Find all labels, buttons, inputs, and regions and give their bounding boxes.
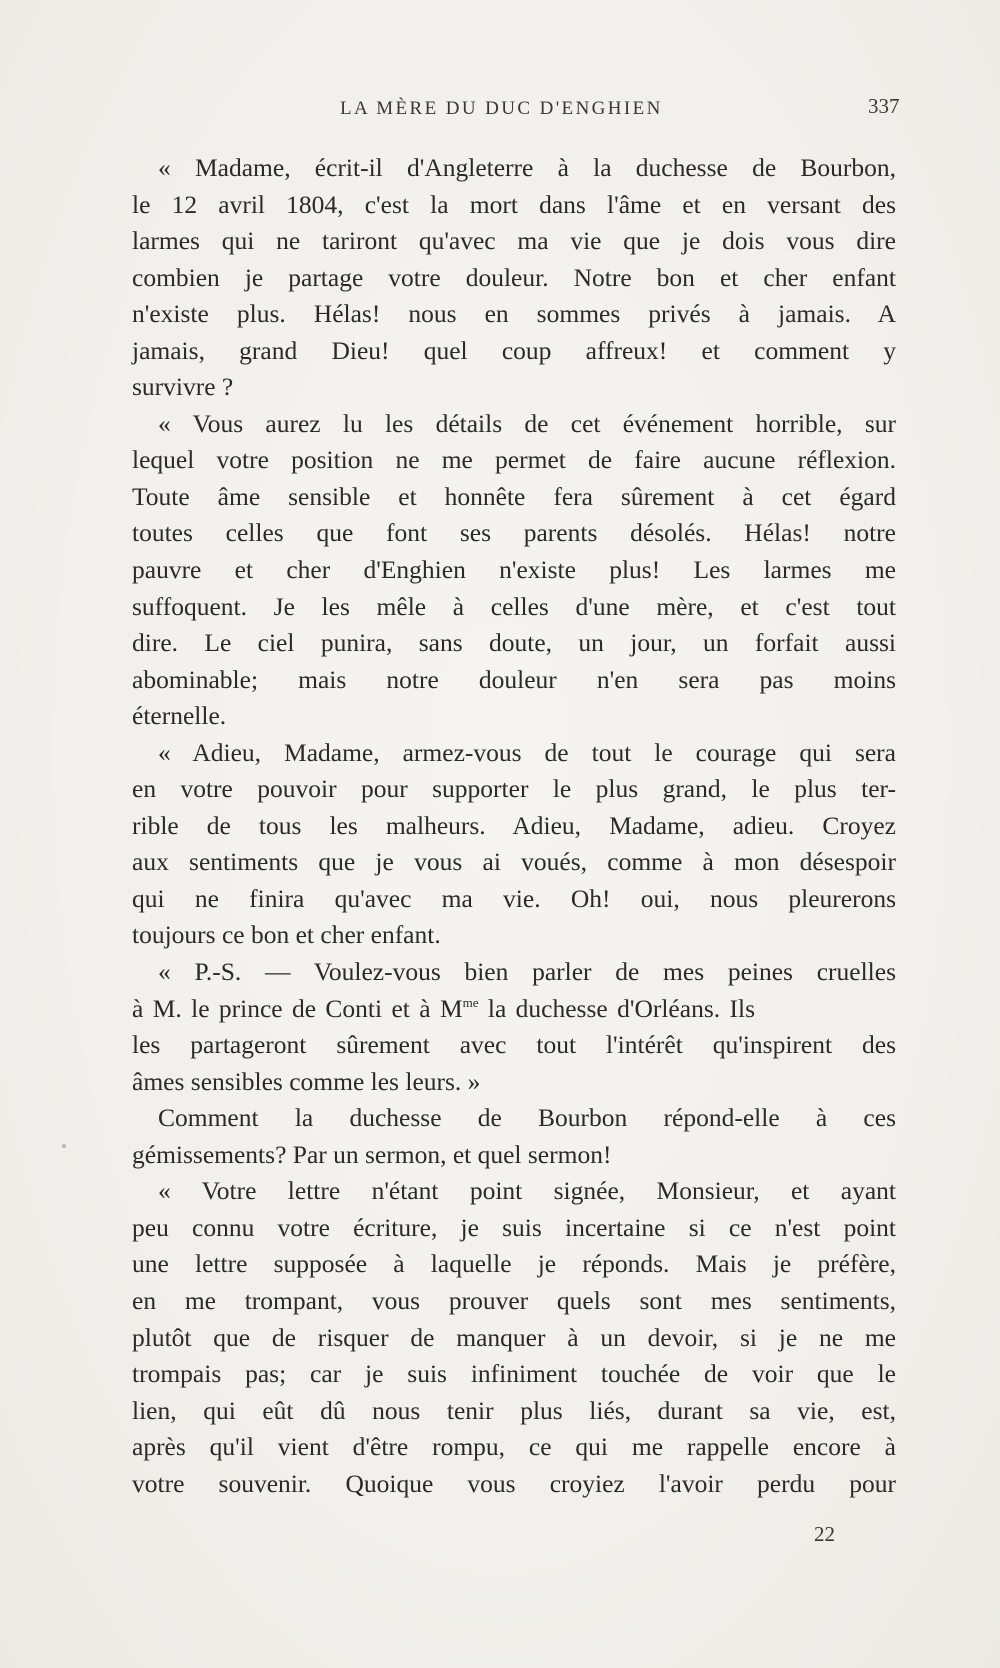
text-line: n'existe plus. Hélas! nous en sommes privés à jamais. A [132,299,896,329]
text-line: lien, qui eût dû nous tenir plus liés, durant sa vie, est, [132,1395,896,1425]
text-line: toujours ce bon et cher enfant. [132,920,441,950]
text-line: rible de tous les malheurs. Adieu, Madame, adieu. Croyez [132,810,896,840]
text-line: toutes celles que font ses parents désolés. Hélas! notre [132,518,896,548]
text-line: après qu'il vient d'être rompu, ce qui me rappelle encore à [132,1432,896,1462]
text-line: aux sentiments que je vous ai voués, comme à mon désespoir [132,847,896,877]
text-line: votre souvenir. Quoique vous croyiez l'avoir perdu pour [132,1468,896,1498]
text-line: une lettre supposée à laquelle je réponds. Mais je préfère, [132,1249,896,1279]
text-line: le 12 avril 1804, c'est la mort dans l'âme et en versant des [132,189,896,219]
text-line: lequel votre position ne me permet de faire aucune réflexion. [132,445,896,475]
text-line: larmes qui ne tariront qu'avec ma vie que je dois vous dire [132,226,896,256]
text-line: pauvre et cher d'Enghien n'existe plus! Les larmes me [132,555,896,585]
body-text [132,150,896,1502]
text-line: « Madame, écrit-il d'Angleterre à la duchesse de Bourbon, [158,153,896,182]
text-line: gémissements? Par un sermon, et quel sermon! [132,1139,612,1169]
text-line: les partageront sûrement avec tout l'intérêt qu'inspirent des [132,1030,896,1060]
text-segment: à M. le prince de Conti et à M [132,993,463,1023]
text-line: abominable; mais notre douleur n'en sera pas moins [132,664,896,694]
text-line: « Adieu, Madame, armez-vous de tout le courage qui sera [158,737,896,767]
text-line: qui ne finira qu'avec ma vie. Oh! oui, nous pleurerons [132,883,896,913]
paper-speck [62,1144,66,1148]
text-line: « P.-S. — Voulez-vous bien parler de mes peines cruelles [158,957,896,987]
superscript: me [462,994,479,1010]
text-line: survivre ? [132,372,234,402]
text-line: en me trompant, vous prouver quels sont mes sentiments, [132,1285,896,1315]
text-line: Toute âme sensible et honnête fera sûrement à cet égard [132,481,896,511]
text-line: « Votre lettre n'étant point signée, Monsieur, et ayant [158,1176,896,1206]
text-line: éternelle. [132,701,227,731]
running-title: LA MÈRE DU DUC D'ENGHIEN [340,98,663,119]
text-line: Comment la duchesse de Bourbon répond-elle à ces [158,1103,896,1133]
text-line [132,991,896,1028]
signature-mark: 22 [814,1522,835,1546]
text-line: suffoquent. Je les mêle à celles d'une mère, et c'est tout [132,591,896,621]
text-line: plutôt que de risquer de manquer à un devoir, si je ne me [132,1322,896,1352]
text-segment: la duchesse d'Orléans. Ils [478,993,755,1023]
text-line: en votre pouvoir pour supporter le plus grand, le plus ter- [132,774,896,804]
text-line: trompais pas; car je suis infiniment touchée de voir que le [132,1359,896,1389]
page-number: 337 [868,94,900,118]
text-line: dire. Le ciel punira, sans doute, un jour, un forfait aussi [132,628,896,658]
text-line: « Vous aurez lu les détails de cet événement horrible, sur [158,408,896,438]
text-line: combien je partage votre douleur. Notre bon et cher enfant [132,262,896,292]
text-line: jamais, grand Dieu! quel coup affreux! et comment y [132,335,896,365]
text-line: peu connu votre écriture, je suis incertaine si ce n'est point [132,1212,896,1242]
text-line: âmes sensibles comme les leurs. » [132,1066,481,1096]
